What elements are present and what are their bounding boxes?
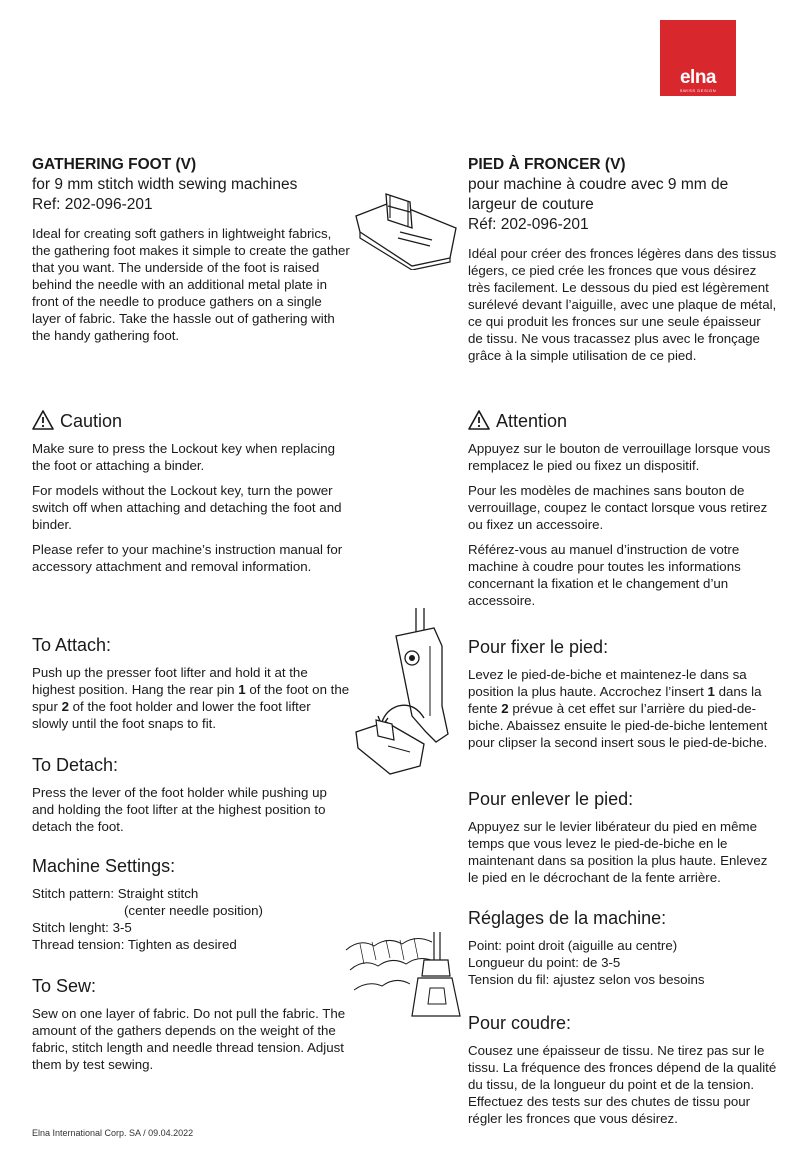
attach-heading-fr: Pour fixer le pied:: [468, 637, 609, 657]
caution-p3-en: Please refer to your machine’s instruction manual for accessory attachment and removal information.: [32, 542, 343, 574]
settings-heading-en: Machine Settings:: [32, 856, 176, 876]
attach-fr: [468, 636, 778, 759]
caution-p1-en: Make sure to press the Lockout key when replacing the foot or attaching a binder.: [32, 441, 336, 473]
settings-line1-en: Stitch pattern: Straight stitch: [32, 886, 199, 901]
settings-fr: [468, 907, 778, 988]
caution-p2-en: For models without the Lockout key, turn the power switch off when attaching and detaching the foot and binder.: [32, 483, 342, 532]
caution-heading-fr: [468, 410, 778, 432]
attach-en: [32, 634, 350, 740]
product-subtitle-en: for 9 mm stitch width sewing machines: [32, 176, 298, 193]
attach-heading-en: To Attach:: [32, 635, 112, 655]
attach-body-fr: Levez le pied-de-biche et maintenez-le dans sa position la plus haute. Accrochez l’insert 1 dans la fente 2 prévue à cet effet sur l’arrière du pied-de-biche. Abaissez ensuite le pied-de-biche lentement pour clipser la second insert sous le pied-de-biche.: [468, 667, 768, 750]
detach-fr: [468, 788, 778, 894]
sew-body-fr: Cousez une épaisseur de tissu. Ne tirez pas sur le tissu. La fréquence des fronces dépend de la qualité du tissu, de la longueur du point et de la tension. Effectuez des tests sur des chutes de tissu pour régler les fronces que vous désirez.: [468, 1043, 777, 1126]
sew-en: [32, 975, 350, 1081]
slot-number-2: 2: [501, 701, 509, 716]
caution-p3-fr: Référez-vous au manuel d’instruction de votre machine à coudre pour toutes les informations concernant la fixation et le changement d’un accessoire.: [468, 542, 741, 608]
sewing-gathers-illustration: [340, 930, 462, 1020]
spur-number-2: 2: [61, 699, 69, 714]
product-title-en: GATHERING FOOT (V): [32, 156, 197, 173]
logo-brand: elna: [679, 67, 717, 88]
settings-line4-en: Thread tension: Tighten as desired: [32, 937, 237, 952]
sew-body-en: Sew on one layer of fabric. Do not pull the fabric. The amount of the gathers depends on the weight of the fabric, stitch length and needle thread tension. Adjust them by test sewing.: [32, 1006, 346, 1072]
intro-body-en: Ideal for creating soft gathers in lightweight fabrics, the gathering foot makes it simple to create the gather that you want. The underside of the foot is raised behind the needle with an additional metal plate in front of the needle to produce gathers on a single layer of fabric. Take the hassle out of gathering with the handy gathering foot.: [32, 226, 350, 343]
caution-heading-fr-text: Attention: [496, 411, 568, 431]
detach-body-en: Press the lever of the foot holder while pushing up and holding the foot lifter at the highest position to detach the foot.: [32, 785, 327, 834]
gathering-foot-illustration: [352, 188, 462, 270]
caution-heading-en: [32, 410, 350, 432]
product-ref-en: Ref: 202-096-201: [32, 196, 153, 213]
caution-fr: [468, 410, 778, 617]
detach-heading-fr: Pour enlever le pied:: [468, 789, 634, 809]
product-title-fr: PIED À FRONCER (V): [468, 156, 626, 173]
settings-line2-fr: Longueur du point: de 3-5: [468, 955, 621, 970]
product-subtitle-fr: pour machine à coudre avec 9 mm de largeur de couture: [468, 176, 729, 213]
caution-heading-en-text: Caution: [60, 411, 123, 431]
intro-fr: [468, 155, 778, 372]
elna-logo: [660, 20, 736, 96]
intro-en: [32, 155, 350, 352]
settings-line3-en: Stitch lenght: 3-5: [32, 920, 132, 935]
warning-icon: [468, 410, 490, 430]
attach-body-en: Push up the presser foot lifter and hold it at the highest position. Hang the rear pin 1 of the foot on the spur 2 of the foot holder and lower the foot lifter slowly until the foot snaps to fit.: [32, 665, 350, 731]
footer-copyright: Elna International Corp. SA / 09.04.2022: [32, 1128, 194, 1138]
detach-en: [32, 754, 350, 843]
sew-heading-en: To Sew:: [32, 976, 97, 996]
foot-holder-illustration: [352, 606, 464, 776]
pin-number-1: 1: [238, 682, 246, 697]
detach-heading-en: To Detach:: [32, 755, 119, 775]
settings-line2-en: (center needle position): [124, 903, 263, 918]
product-ref-fr: Réf: 202-096-201: [468, 216, 589, 233]
caution-en: [32, 410, 350, 583]
logo-tagline: SWISS DESIGN: [679, 88, 717, 93]
sew-heading-fr: Pour coudre:: [468, 1013, 572, 1033]
insert-number-1: 1: [707, 684, 715, 699]
settings-heading-fr: Réglages de la machine:: [468, 908, 667, 928]
warning-icon: [32, 410, 54, 430]
settings-en: [32, 855, 350, 953]
caution-p2-fr: Pour les modèles de machines sans bouton de verrouillage, coupez le contact lorsque vous retirez ou fixez un accessoire.: [468, 483, 768, 532]
settings-line3-fr: Tension du fil: ajustez selon vos besoins: [468, 972, 705, 987]
settings-line1-fr: Point: point droit (aiguille au centre): [468, 938, 678, 953]
intro-body-fr: Idéal pour créer des fronces légères dans des tissus légers, ce pied crée les fronces que vous désirez très facilement. Le dessous du pied est légèrement surélevé devant l’aiguille, avec une plaque de métal, ce qui produit les fronces sur une seule épaisseur de tissu. Ne vous tracassez plus avec le fronçage grâce à la simple utilisation de ce pied.: [468, 246, 777, 363]
detach-body-fr: Appuyez sur le levier libérateur du pied en même temps que vous levez le pied-de-biche en le maintenant dans sa position la plus haute. Enlevez le pied en le décrochant de la fente arrière.: [468, 819, 768, 885]
sew-fr: [468, 1012, 778, 1135]
caution-p1-fr: Appuyez sur le bouton de verrouillage lorsque vous remplacez le pied ou fixez un dispositif.: [468, 441, 771, 473]
